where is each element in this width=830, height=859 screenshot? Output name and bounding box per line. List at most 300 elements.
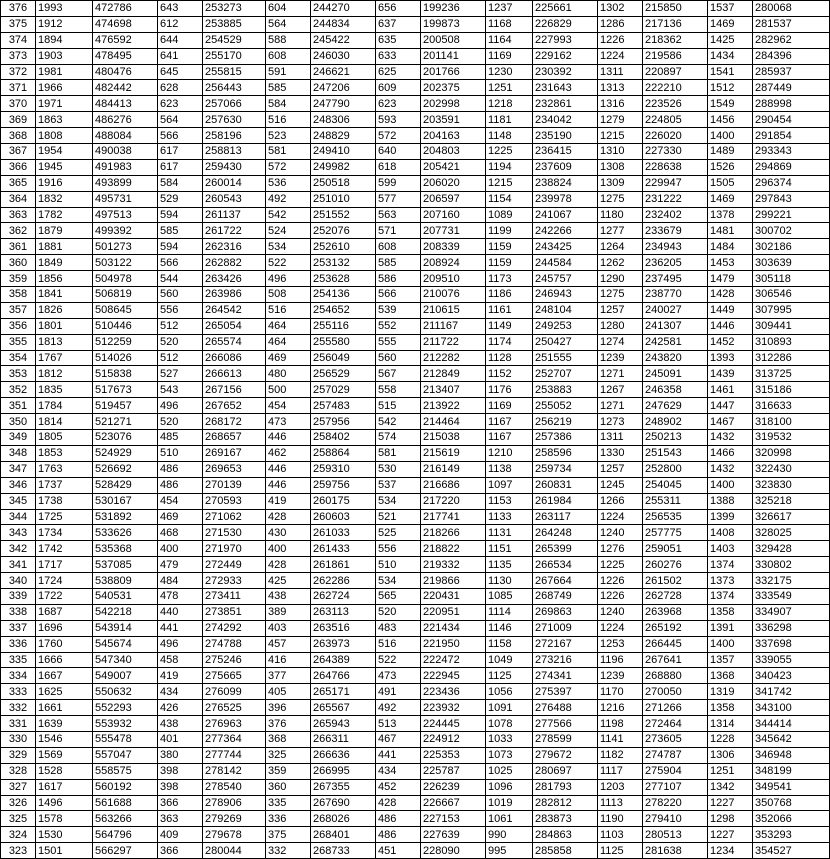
table-cell: 375: [266, 827, 311, 843]
table-cell: 1826: [36, 302, 93, 318]
table-cell: 440: [158, 604, 203, 620]
table-cell: 221950: [421, 636, 486, 652]
table-cell: 263973: [311, 636, 376, 652]
table-cell: 257483: [311, 398, 376, 414]
table-cell: 563: [376, 207, 421, 223]
table-cell: 1113: [598, 795, 643, 811]
table-cell: 428: [266, 509, 311, 525]
table-cell: 202998: [421, 96, 486, 112]
table-cell: 276099: [203, 684, 266, 700]
table-cell: 508: [266, 287, 311, 303]
table-cell: 1388: [708, 493, 753, 509]
table-cell: 323: [1, 843, 36, 859]
table-cell: 524: [266, 223, 311, 239]
table-cell: 352: [1, 382, 36, 398]
table-cell: 496: [158, 398, 203, 414]
table-cell: 1311: [598, 430, 643, 446]
table-cell: 282962: [753, 32, 830, 48]
table-cell: 1275: [598, 191, 643, 207]
table-row: [1, 32, 830, 48]
table-cell: 264389: [311, 652, 376, 668]
table-cell: 492: [376, 700, 421, 716]
table-cell: 533626: [93, 525, 158, 541]
table-cell: 336: [266, 811, 311, 827]
table-cell: 337: [1, 620, 36, 636]
table-cell: 263986: [203, 287, 266, 303]
table-cell: 537: [376, 477, 421, 493]
table-cell: 1501: [36, 843, 93, 859]
table-cell: 594: [158, 239, 203, 255]
table-cell: 643: [158, 1, 203, 17]
table-cell: 299221: [753, 207, 830, 223]
table-cell: 268026: [311, 811, 376, 827]
table-cell: 261033: [311, 525, 376, 541]
table-cell: 288998: [753, 96, 830, 112]
table-cell: 520: [158, 414, 203, 430]
table-cell: 1138: [486, 461, 533, 477]
table-cell: 585: [266, 80, 311, 96]
table-cell: 279410: [643, 811, 708, 827]
table-cell: 633: [376, 48, 421, 64]
table-cell: 452: [376, 779, 421, 795]
table-cell: 347: [1, 461, 36, 477]
table-cell: 1198: [598, 716, 643, 732]
table-cell: 353: [1, 366, 36, 382]
table-cell: 519457: [93, 398, 158, 414]
table-row: [1, 430, 830, 446]
table-cell: 1737: [36, 477, 93, 493]
table-cell: 1097: [486, 477, 533, 493]
table-cell: 524929: [93, 445, 158, 461]
table-cell: 280068: [753, 1, 830, 17]
table-cell: 247629: [643, 398, 708, 414]
table-cell: 1245: [598, 477, 643, 493]
table-cell: 208924: [421, 255, 486, 271]
table-cell: 326617: [753, 509, 830, 525]
table-cell: 584: [158, 175, 203, 191]
table-cell: 510446: [93, 318, 158, 334]
table-cell: 1125: [486, 668, 533, 684]
table-cell: 1049: [486, 652, 533, 668]
table-cell: 264248: [533, 525, 598, 541]
table-cell: 237495: [643, 271, 708, 287]
table-cell: 473: [266, 414, 311, 430]
table-cell: 628: [158, 80, 203, 96]
table-cell: 1308: [598, 159, 643, 175]
table-cell: 350: [1, 414, 36, 430]
table-cell: 539: [376, 302, 421, 318]
table-cell: 1549: [708, 96, 753, 112]
table-cell: 403: [266, 620, 311, 636]
table-cell: 516: [266, 302, 311, 318]
table-cell: 222472: [421, 652, 486, 668]
table-cell: 274788: [203, 636, 266, 652]
table-cell: 1251: [708, 763, 753, 779]
table-cell: 1452: [708, 334, 753, 350]
table-cell: 1310: [598, 144, 643, 160]
table-cell: 1114: [486, 604, 533, 620]
table-cell: 264766: [311, 668, 376, 684]
table-cell: 1158: [486, 636, 533, 652]
table-cell: 1199: [486, 223, 533, 239]
table-cell: 1061: [486, 811, 533, 827]
table-cell: 1863: [36, 112, 93, 128]
table-cell: 510: [376, 557, 421, 573]
table-cell: 1894: [36, 32, 93, 48]
table-cell: 246621: [311, 64, 376, 80]
table-cell: 266086: [203, 350, 266, 366]
table-cell: 271009: [533, 620, 598, 636]
table-cell: 1801: [36, 318, 93, 334]
table-cell: 234943: [643, 239, 708, 255]
table-cell: 267156: [203, 382, 266, 398]
table-cell: 247790: [311, 96, 376, 112]
table-cell: 478: [158, 588, 203, 604]
table-cell: 206597: [421, 191, 486, 207]
table-cell: 1856: [36, 271, 93, 287]
table-cell: 542: [266, 207, 311, 223]
table-cell: 204803: [421, 144, 486, 160]
table-cell: 270593: [203, 493, 266, 509]
table-cell: 581: [376, 445, 421, 461]
table-cell: 1639: [36, 716, 93, 732]
table-cell: 547340: [93, 652, 158, 668]
table-cell: 272449: [203, 557, 266, 573]
table-cell: 561688: [93, 795, 158, 811]
table-cell: 1169: [486, 398, 533, 414]
table-cell: 220951: [421, 604, 486, 620]
table-cell: 320998: [753, 445, 830, 461]
table-cell: 1167: [486, 430, 533, 446]
table-cell: 325: [266, 747, 311, 763]
table-cell: 253883: [533, 382, 598, 398]
table-cell: 473: [376, 668, 421, 684]
table-cell: 261137: [203, 207, 266, 223]
table-cell: 521: [376, 509, 421, 525]
table-cell: 1302: [598, 1, 643, 17]
table-cell: 222210: [643, 80, 708, 96]
table-cell: 457: [266, 636, 311, 652]
table-cell: 1149: [486, 318, 533, 334]
table-cell: 272167: [533, 636, 598, 652]
table-cell: 1484: [708, 239, 753, 255]
table-cell: 273216: [533, 652, 598, 668]
table-cell: 218822: [421, 541, 486, 557]
table-cell: 273411: [203, 588, 266, 604]
table-cell: 458: [158, 652, 203, 668]
table-cell: 464: [266, 318, 311, 334]
table-cell: 376: [266, 716, 311, 732]
table-cell: 206020: [421, 175, 486, 191]
table-cell: 357: [1, 302, 36, 318]
table-cell: 1546: [36, 731, 93, 747]
table-cell: 486: [158, 461, 203, 477]
table-cell: 464: [266, 334, 311, 350]
table-cell: 255311: [643, 493, 708, 509]
table-cell: 1313: [598, 80, 643, 96]
table-row: [1, 382, 830, 398]
table-cell: 496: [158, 636, 203, 652]
table-cell: 1813: [36, 334, 93, 350]
table-cell: 267664: [533, 573, 598, 589]
table-cell: 558575: [93, 763, 158, 779]
table-cell: 266613: [203, 366, 266, 382]
table-cell: 1089: [486, 207, 533, 223]
table-cell: 259756: [311, 477, 376, 493]
table-cell: 340423: [753, 668, 830, 684]
table-cell: 226239: [421, 779, 486, 795]
table-cell: 1264: [598, 239, 643, 255]
table-cell: 227153: [421, 811, 486, 827]
table-cell: 313725: [753, 366, 830, 382]
table-cell: 279672: [533, 747, 598, 763]
table-cell: 278220: [643, 795, 708, 811]
table-cell: 293343: [753, 144, 830, 160]
table-cell: 480476: [93, 64, 158, 80]
table-row: [1, 128, 830, 144]
table-cell: 656: [376, 1, 421, 17]
table-cell: 560192: [93, 779, 158, 795]
table-cell: 358: [1, 287, 36, 303]
table-cell: 319532: [753, 430, 830, 446]
table-cell: 277566: [533, 716, 598, 732]
table-cell: 215850: [643, 1, 708, 17]
table-cell: 220431: [421, 588, 486, 604]
table-cell: 1267: [598, 382, 643, 398]
table-cell: 612: [158, 16, 203, 32]
table-cell: 599: [376, 175, 421, 191]
table-cell: 428: [376, 795, 421, 811]
table-cell: 566: [376, 287, 421, 303]
table-cell: 255170: [203, 48, 266, 64]
table-row: [1, 398, 830, 414]
table-cell: 210076: [421, 287, 486, 303]
table-row: [1, 700, 830, 716]
table-cell: 234042: [533, 112, 598, 128]
table-cell: 1330: [598, 445, 643, 461]
table-cell: 1408: [708, 525, 753, 541]
table-cell: 231643: [533, 80, 598, 96]
table-cell: 645: [158, 64, 203, 80]
table-cell: 1954: [36, 144, 93, 160]
table-cell: 255815: [203, 64, 266, 80]
table-cell: 276488: [533, 700, 598, 716]
table-cell: 434: [158, 684, 203, 700]
table-cell: 543914: [93, 620, 158, 636]
table-cell: 1528: [36, 763, 93, 779]
table-cell: 270050: [643, 684, 708, 700]
table-cell: 262728: [643, 588, 708, 604]
table-cell: 1358: [708, 700, 753, 716]
table-cell: 1481: [708, 223, 753, 239]
table-cell: 232402: [643, 207, 708, 223]
table-cell: 1617: [36, 779, 93, 795]
table-cell: 1159: [486, 255, 533, 271]
table-cell: 1835: [36, 382, 93, 398]
table-cell: 263117: [533, 509, 598, 525]
table-cell: 1496: [36, 795, 93, 811]
table-cell: 355: [1, 334, 36, 350]
table-cell: 1253: [598, 636, 643, 652]
table-cell: 560: [376, 350, 421, 366]
table-cell: 226020: [643, 128, 708, 144]
table-cell: 530167: [93, 493, 158, 509]
table-cell: 339055: [753, 652, 830, 668]
table-cell: 261502: [643, 573, 708, 589]
table-row: [1, 636, 830, 652]
table-cell: 377: [266, 668, 311, 684]
table-cell: 277107: [643, 779, 708, 795]
table-cell: 365: [1, 175, 36, 191]
table-cell: 1227: [708, 795, 753, 811]
table-cell: 260603: [311, 509, 376, 525]
table-cell: 265943: [311, 716, 376, 732]
table-cell: 1257: [598, 461, 643, 477]
table-cell: 224805: [643, 112, 708, 128]
table-cell: 237609: [533, 159, 598, 175]
table-cell: 454: [266, 398, 311, 414]
table-cell: 318100: [753, 414, 830, 430]
table-cell: 275397: [533, 684, 598, 700]
table-cell: 990: [486, 827, 533, 843]
table-row: [1, 1, 830, 17]
table-row: [1, 112, 830, 128]
table-cell: 344414: [753, 716, 830, 732]
table-cell: 515838: [93, 366, 158, 382]
table-cell: 1849: [36, 255, 93, 271]
table-cell: 316633: [753, 398, 830, 414]
table-row: [1, 207, 830, 223]
table-cell: 335: [266, 795, 311, 811]
table-cell: 262882: [203, 255, 266, 271]
table-cell: 252707: [533, 366, 598, 382]
table-cell: 1275: [598, 287, 643, 303]
table-row: [1, 557, 830, 573]
table-cell: 328: [1, 763, 36, 779]
table-cell: 284396: [753, 48, 830, 64]
table-cell: 438: [266, 588, 311, 604]
table-cell: 430: [266, 525, 311, 541]
table-cell: 235190: [533, 128, 598, 144]
table-cell: 266636: [311, 747, 376, 763]
table-cell: 341: [1, 557, 36, 573]
table-cell: 469: [158, 509, 203, 525]
table-cell: 207731: [421, 223, 486, 239]
table-cell: 1078: [486, 716, 533, 732]
table-cell: 495731: [93, 191, 158, 207]
table-cell: 354527: [753, 843, 830, 859]
table-cell: 506819: [93, 287, 158, 303]
table-cell: 1311: [598, 64, 643, 80]
table-cell: 527: [158, 366, 203, 382]
table-cell: 1224: [598, 48, 643, 64]
table-cell: 375: [1, 16, 36, 32]
table-cell: 1168: [486, 16, 533, 32]
table-cell: 617: [158, 144, 203, 160]
table-cell: 528429: [93, 477, 158, 493]
table-cell: 275904: [643, 763, 708, 779]
table-cell: 341742: [753, 684, 830, 700]
table-cell: 1152: [486, 366, 533, 382]
table-cell: 201141: [421, 48, 486, 64]
table-cell: 486: [158, 477, 203, 493]
table-cell: 1446: [708, 318, 753, 334]
table-cell: 376: [1, 1, 36, 17]
table-cell: 608: [266, 48, 311, 64]
table-cell: 556: [376, 541, 421, 557]
table-cell: 1357: [708, 652, 753, 668]
table-cell: 280697: [533, 763, 598, 779]
table-cell: 246358: [643, 382, 708, 398]
table-cell: 233679: [643, 223, 708, 239]
table-cell: 514026: [93, 350, 158, 366]
table-cell: 1447: [708, 398, 753, 414]
table-cell: 1266: [598, 493, 643, 509]
table-cell: 257386: [533, 430, 598, 446]
table-cell: 258196: [203, 128, 266, 144]
table-cell: 425: [266, 573, 311, 589]
table-cell: 224912: [421, 731, 486, 747]
table-cell: 359: [266, 763, 311, 779]
table-cell: 1182: [598, 747, 643, 763]
table-cell: 230392: [533, 64, 598, 80]
table-cell: 543: [158, 382, 203, 398]
table-cell: 200508: [421, 32, 486, 48]
table-cell: 1227: [708, 827, 753, 843]
table-cell: 340: [1, 573, 36, 589]
table-cell: 1306: [708, 747, 753, 763]
table-cell: 1279: [598, 112, 643, 128]
table-cell: 1342: [708, 779, 753, 795]
table-cell: 213922: [421, 398, 486, 414]
table-cell: 419: [266, 493, 311, 509]
table-cell: 328025: [753, 525, 830, 541]
table-cell: 1226: [598, 32, 643, 48]
table-cell: 1216: [598, 700, 643, 716]
table-cell: 1314: [708, 716, 753, 732]
table-cell: 254045: [643, 477, 708, 493]
table-cell: 208339: [421, 239, 486, 255]
table-cell: 258596: [533, 445, 598, 461]
table-cell: 272464: [643, 716, 708, 732]
table-cell: 374: [1, 32, 36, 48]
table-cell: 251552: [311, 207, 376, 223]
table-cell: 1661: [36, 700, 93, 716]
table-cell: 263426: [203, 271, 266, 287]
table-cell: 332: [266, 843, 311, 859]
table-cell: 488084: [93, 128, 158, 144]
table-cell: 250213: [643, 430, 708, 446]
table-cell: 366: [1, 159, 36, 175]
table-cell: 257066: [203, 96, 266, 112]
table-cell: 1667: [36, 668, 93, 684]
table-cell: 367: [1, 144, 36, 160]
table-cell: 1056: [486, 684, 533, 700]
table-cell: 1190: [598, 811, 643, 827]
table-cell: 249982: [311, 159, 376, 175]
table-row: [1, 668, 830, 684]
table-cell: 1226: [598, 588, 643, 604]
table-row: [1, 843, 830, 859]
table-cell: 346: [1, 477, 36, 493]
table-cell: 250427: [533, 334, 598, 350]
table-cell: 267690: [311, 795, 376, 811]
table-cell: 370: [1, 96, 36, 112]
table-cell: 243425: [533, 239, 598, 255]
table-cell: 995: [486, 843, 533, 859]
table-cell: 1271: [598, 398, 643, 414]
table-cell: 209510: [421, 271, 486, 287]
